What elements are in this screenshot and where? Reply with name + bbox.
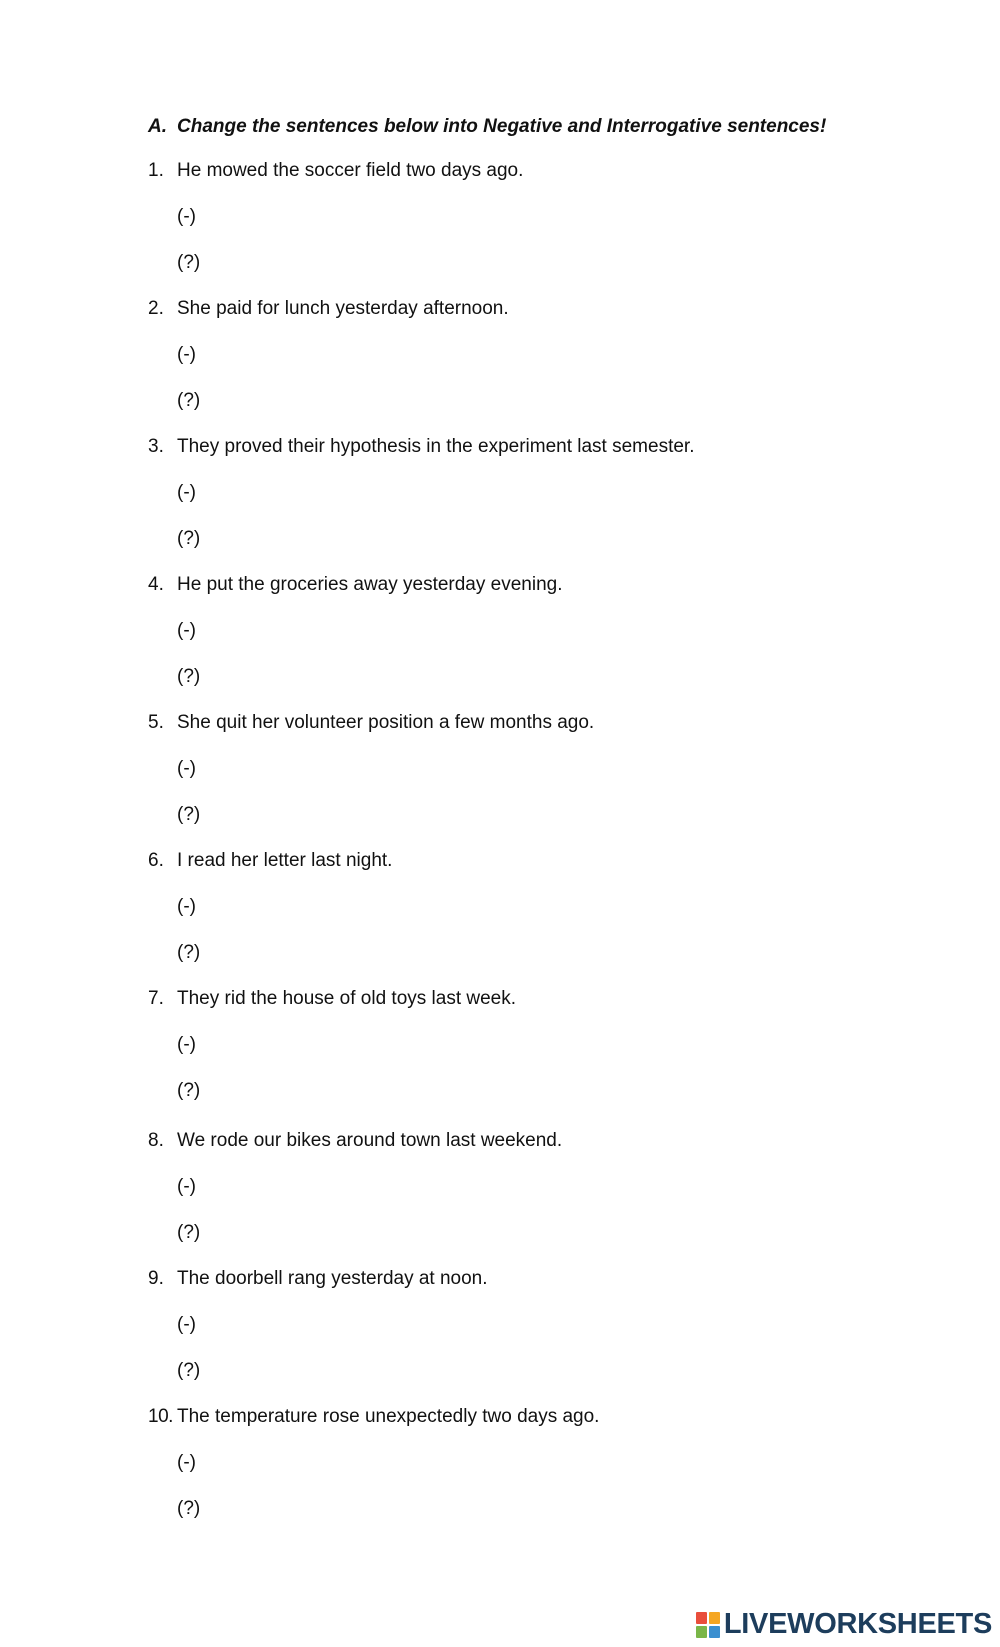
- question-line: [148, 988, 928, 1034]
- question-number: 6.: [148, 850, 164, 871]
- question-line: [148, 712, 928, 758]
- negative-answer-line[interactable]: (-): [177, 482, 196, 503]
- question-number: 10.: [148, 1406, 173, 1427]
- question-sentence: He put the groceries away yesterday evening.: [177, 574, 563, 595]
- question-line: [148, 574, 928, 620]
- negative-answer-line[interactable]: (-): [177, 344, 196, 365]
- question-sentence: He mowed the soccer field two days ago.: [177, 160, 524, 181]
- interrogative-answer-line[interactable]: (?): [177, 1360, 201, 1381]
- question-number: 3.: [148, 436, 164, 457]
- negative-answer-line[interactable]: (-): [177, 758, 196, 779]
- question-line: [148, 436, 928, 482]
- question-item: [148, 160, 928, 298]
- question-item: [148, 298, 928, 436]
- question-sentence: They rid the house of old toys last week.: [177, 988, 517, 1009]
- question-line: [148, 1406, 928, 1452]
- negative-answer-line[interactable]: (-): [177, 1452, 196, 1473]
- logo-block: [696, 1626, 707, 1638]
- liveworksheets-logo: [696, 1608, 992, 1641]
- logo-block: [709, 1612, 720, 1624]
- question-item: [148, 988, 928, 1126]
- question-item: [148, 1130, 928, 1268]
- logo-block: [696, 1612, 707, 1624]
- question-number: 5.: [148, 712, 164, 733]
- section-letter: A.: [148, 116, 167, 137]
- question-item: [148, 436, 928, 574]
- section-heading: [148, 116, 826, 138]
- question-sentence: The doorbell rang yesterday at noon.: [177, 1268, 488, 1289]
- interrogative-answer-line[interactable]: (?): [177, 942, 201, 963]
- interrogative-answer-line[interactable]: (?): [177, 252, 201, 273]
- question-number: 1.: [148, 160, 164, 181]
- question-sentence: We rode our bikes around town last weekend.: [177, 1130, 563, 1151]
- negative-answer-line[interactable]: (-): [177, 1176, 196, 1197]
- question-number: 2.: [148, 298, 164, 319]
- question-sentence: They proved their hypothesis in the experiment last semester.: [177, 436, 695, 457]
- negative-answer-line[interactable]: (-): [177, 1314, 196, 1335]
- interrogative-answer-line[interactable]: (?): [177, 390, 201, 411]
- question-item: [148, 1268, 928, 1406]
- negative-answer-line[interactable]: (-): [177, 896, 196, 917]
- question-line: [148, 298, 928, 344]
- question-line: [148, 1130, 928, 1176]
- negative-answer-line[interactable]: (-): [177, 206, 196, 227]
- interrogative-answer-line[interactable]: (?): [177, 1222, 201, 1243]
- question-line: [148, 160, 928, 206]
- question-number: 4.: [148, 574, 164, 595]
- question-sentence: She paid for lunch yesterday afternoon.: [177, 298, 509, 319]
- question-number: 9.: [148, 1268, 164, 1289]
- question-item: [148, 712, 928, 850]
- section-instruction: Change the sentences below into Negative and Interrogative sentences!: [177, 116, 827, 137]
- logo-block: [709, 1626, 720, 1638]
- interrogative-answer-line[interactable]: (?): [177, 804, 201, 825]
- question-line: [148, 850, 928, 896]
- question-sentence: She quit her volunteer position a few months ago.: [177, 712, 595, 733]
- question-line: [148, 1268, 928, 1314]
- question-item: [148, 574, 928, 712]
- interrogative-answer-line[interactable]: (?): [177, 666, 201, 687]
- negative-answer-line[interactable]: (-): [177, 620, 196, 641]
- question-number: 8.: [148, 1130, 164, 1151]
- interrogative-answer-line[interactable]: (?): [177, 1080, 201, 1101]
- question-sentence: I read her letter last night.: [177, 850, 393, 871]
- question-number: 7.: [148, 988, 164, 1009]
- interrogative-answer-line[interactable]: (?): [177, 528, 201, 549]
- logo-text: LIVEWORKSHEETS: [723, 1608, 992, 1640]
- question-sentence: The temperature rose unexpectedly two days ago.: [177, 1406, 600, 1427]
- logo-blocks-icon: [696, 1612, 720, 1638]
- interrogative-answer-line[interactable]: (?): [177, 1498, 201, 1519]
- question-item: [148, 1406, 928, 1544]
- question-item: [148, 850, 928, 988]
- negative-answer-line[interactable]: (-): [177, 1034, 196, 1055]
